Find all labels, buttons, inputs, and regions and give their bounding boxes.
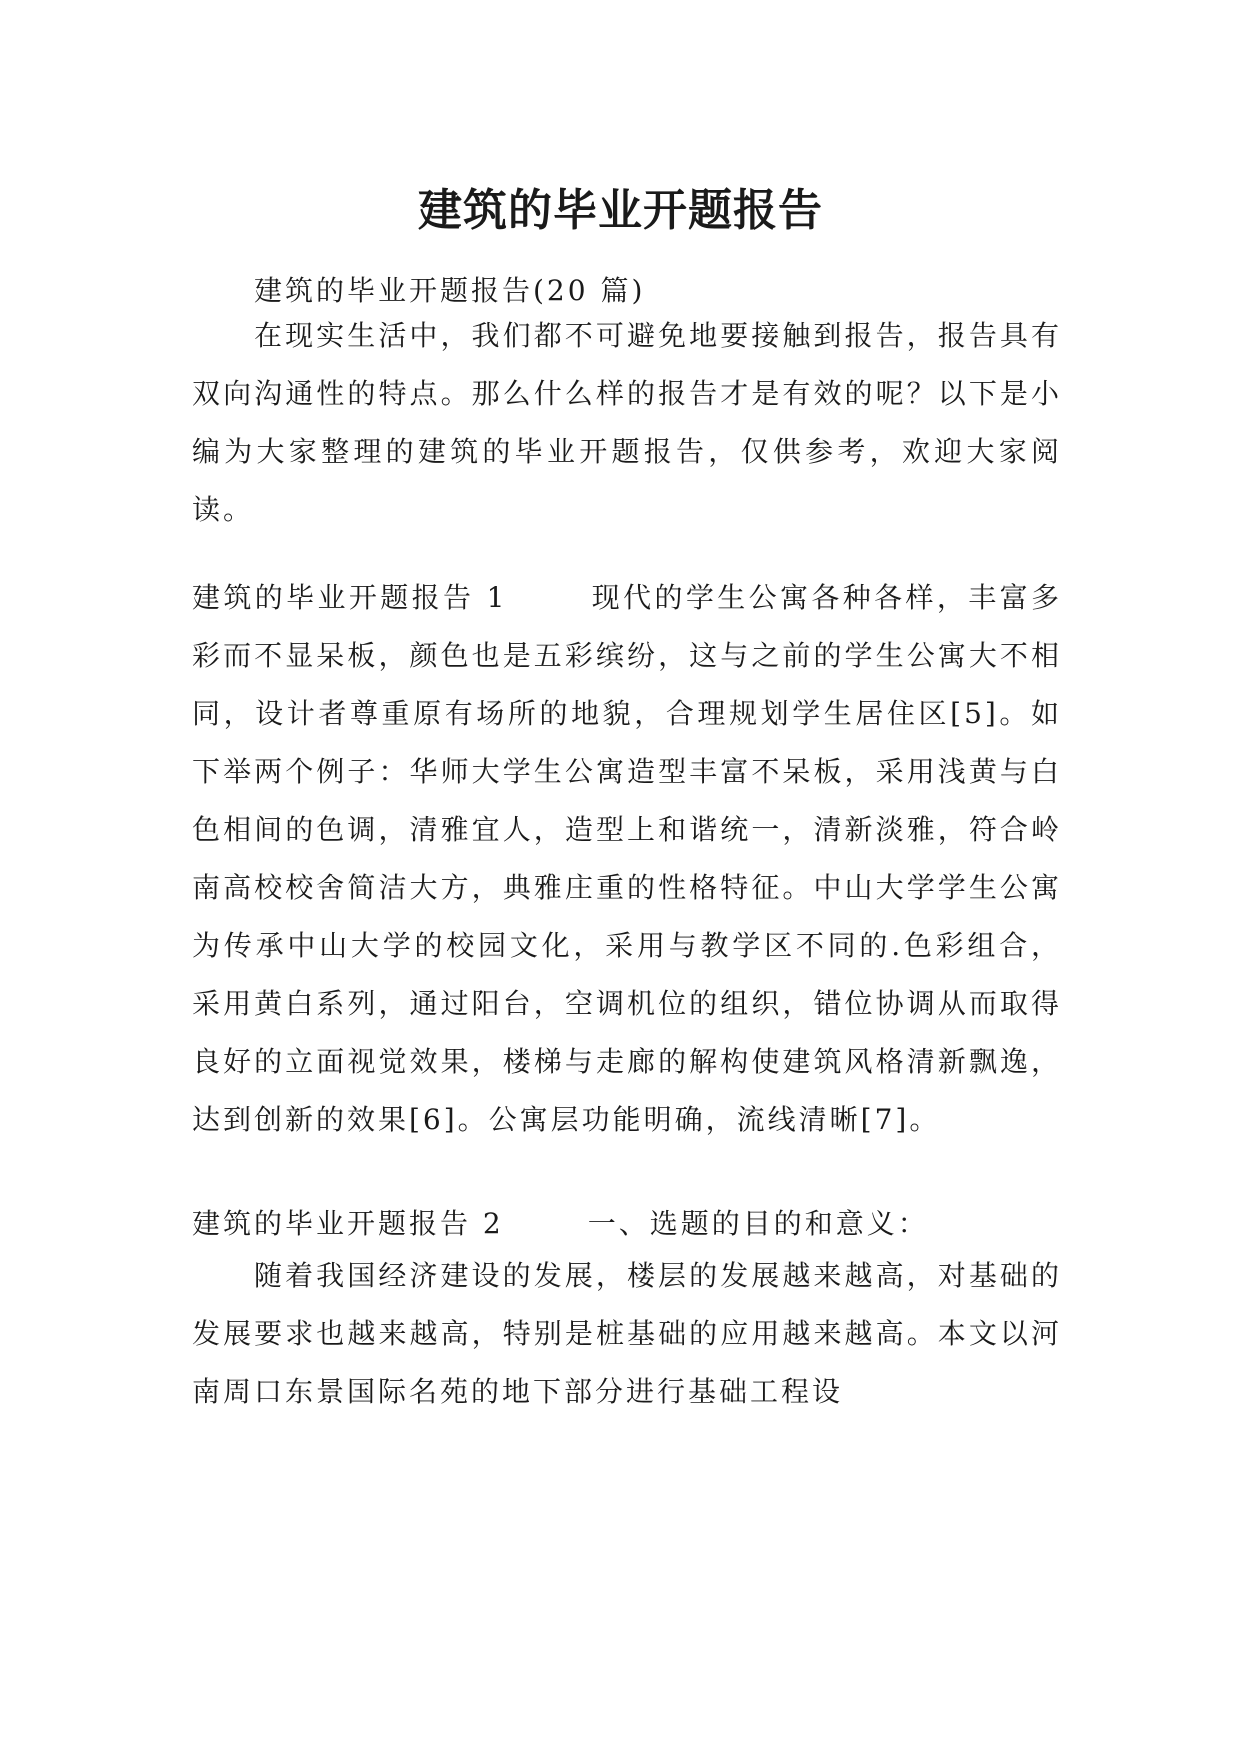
- document-title: 建筑的毕业开题报告: [418, 185, 823, 237]
- section-2-heading-line: [192, 1195, 1062, 1253]
- section-2-paragraph: 随着我国经济建设的发展，楼层的发展越来越高，对基础的发展要求也越来越高，特别是桩基础的应用越来越高。本文以河南周口东景国际名苑的地下部分进行基础工程设: [192, 1259, 1062, 1408]
- section-1-heading: 建筑的毕业开题报告 1: [192, 581, 508, 614]
- intro-paragraph: 在现实生活中，我们都不可避免地要接触到报告，报告具有双向沟通性的特点。那么什么样的报告才是有效的呢？以下是小编为大家整理的建筑的毕业开题报告，仅供参考，欢迎大家阅读。: [192, 319, 1062, 526]
- section-1-paragraph: [192, 569, 1062, 1149]
- section-1-text: 现代的学生公寓各种各样，丰富多彩而不显呆板，颜色也是五彩缤纷，这与之前的学生公寓大不相同，设计者尊重原有场所的地貌，合理规划学生居住区[5]。如下举两个例子：华师大学生公寓造型丰富不呆板，采用浅黄与白色相间的色调，清雅宜人，造型上和谐统一，清新淡雅，符合岭南高校校舍简洁大方，典雅庄重的性格特征。中山大学学生公寓为传承中山大学的校园文化，采用与教学区不同的.色彩组合，采用黄白系列，通过阳台，空调机位的组织，错位协调从而取得良好的立面视觉效果，楼梯与走廊的解构使建筑风格清新飘逸，达到创新的效果[6]。公寓层功能明确，流线清晰[7]。: [192, 581, 1062, 1136]
- section-2-heading: 建筑的毕业开题报告 2: [192, 1207, 504, 1240]
- subtitle-paragraph: 建筑的毕业开题报告(20 篇): [254, 274, 646, 307]
- section-2-text: 一、选题的目的和意义：: [587, 1207, 929, 1240]
